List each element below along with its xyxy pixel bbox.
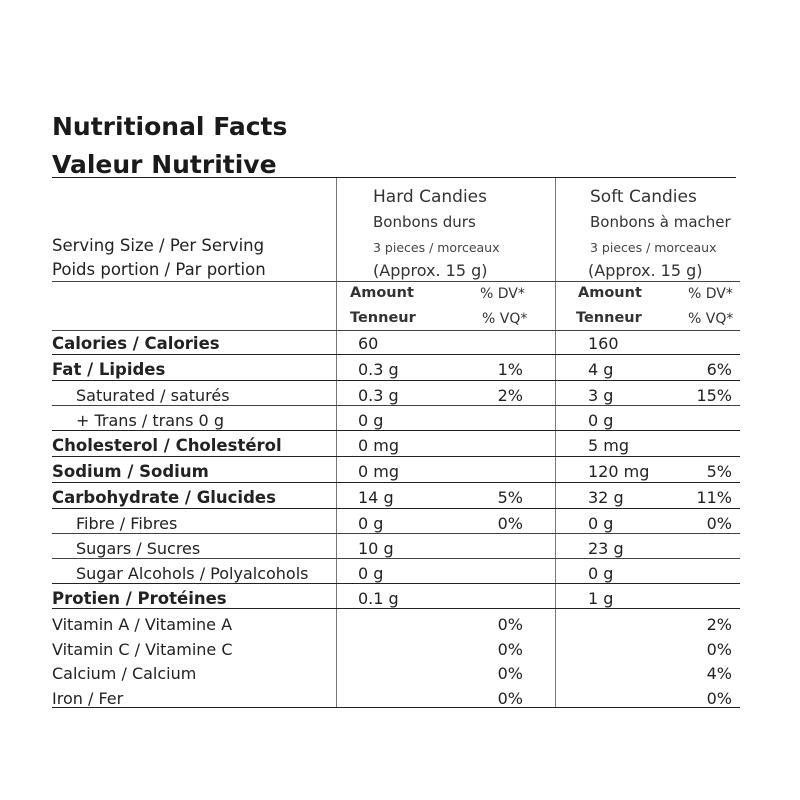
col2-dv-label: % DV* [688,286,733,302]
col1-dv-label-fr: % VQ* [482,311,528,327]
col1-amount: 0 g [358,564,384,583]
table-row [0,514,800,538]
col1-dv: 0% [497,689,523,708]
col2-amount: 3 g [588,386,614,405]
col2-dv: 11% [696,488,732,507]
row-label-sodium: Sodium / Sodium [52,462,209,481]
col1-name: Hard Candies [373,187,487,207]
row-label-saturated: Saturated / saturés [76,386,230,405]
col1-dv: 2% [497,386,523,405]
col2-name: Soft Candies [590,187,697,207]
col1-approx: (Approx. 15 g) [373,261,488,280]
col2-amount: 160 [588,334,619,353]
col1-dv: 1% [497,360,523,379]
col2-amount: 32 g [588,488,624,507]
col2-amount: 23 g [588,539,624,558]
row-separator [52,707,740,708]
row-label-sugars: Sugars / Sucres [76,539,201,558]
col1-dv: 0% [497,514,523,533]
row-label-sugar-alcohols: Sugar Alcohols / Polyalcohols [76,564,309,583]
col1-dv: 0% [497,615,523,634]
table-row [0,615,800,639]
table-row [0,539,800,563]
row-label-cholesterol: Cholesterol / Cholestérol [52,436,282,455]
col1-dv-label: % DV* [480,286,525,302]
col1-amount: 0.1 g [358,589,399,608]
col2-approx: (Approx. 15 g) [588,261,703,280]
row-label-vitamin-a: Vitamin A / Vitamine A [52,615,233,634]
row-label-protien: Protien / Protéines [52,589,227,608]
title-english: Nutritional Facts [52,112,288,141]
col2-amount: 0 g [588,514,614,533]
col2-pieces: 3 pieces / morceaux [590,240,717,255]
col1-amount: 0.3 g [358,386,399,405]
col1-dv: 0% [497,664,523,683]
row-label-fibre: Fibre / Fibres [76,514,178,533]
row-label-calories: Calories / Calories [52,334,220,353]
table-row [0,640,800,664]
col2-dv: 15% [696,386,732,405]
row-separator [52,456,740,457]
title-french: Valeur Nutritive [52,150,277,179]
row-separator [52,533,740,534]
col1-amount: 60 [358,334,379,353]
row-label-calcium: Calcium / Calcium [52,664,197,683]
serving-label: Serving Size / Per Serving [52,236,265,255]
row-label-carbohydrate: Carbohydrate / Glucides [52,488,276,507]
row-separator [52,482,740,483]
row-separator [52,354,740,355]
table-row [0,564,800,588]
col2-dv: 6% [706,360,732,379]
row-label-vitamin-c: Vitamin C / Vitamine C [52,640,233,659]
table-row [0,386,800,410]
col2-amount: 0 g [588,411,614,430]
col1-dv: 0% [497,640,523,659]
col2-amount-label: Amount [578,285,642,301]
col2-amount: 1 g [588,589,614,608]
col1-pieces: 3 pieces / morceaux [373,240,500,255]
col2-amount: 0 g [588,564,614,583]
col2-dv: 0% [706,640,732,659]
row-separator [52,380,740,381]
col2-amount: 5 mg [588,436,630,455]
row-label-iron: Iron / Fer [52,689,124,708]
table-row [0,589,800,613]
col2-dv: 0% [706,514,732,533]
col1-amount: 10 g [358,539,394,558]
row-separator [52,558,740,559]
col1-amount: 0.3 g [358,360,399,379]
row-separator [52,608,740,609]
col1-dv: 5% [497,488,523,507]
row-separator [52,583,740,584]
row-separator [52,430,740,431]
col1-amount: 0 g [358,411,384,430]
col2-amount: 120 mg [588,462,650,481]
serving-label-fr: Poids portion / Par portion [52,260,266,279]
table-row [0,664,800,688]
row-label-fat: Fat / Lipides [52,360,166,379]
col1-amount-label-fr: Tenneur [350,310,416,326]
col2-amount-label-fr: Tenneur [576,310,642,326]
col1-amount: 0 mg [358,462,400,481]
col1-amount: 0 g [358,514,384,533]
col2-dv: 2% [706,615,732,634]
table-row [0,689,800,713]
row-separator [52,508,740,509]
table-row [0,411,800,435]
col1-amount: 0 mg [358,436,400,455]
col2-name-fr: Bonbons à macher [590,213,731,231]
col1-amount: 14 g [358,488,394,507]
col1-amount-label: Amount [350,285,414,301]
col1-name-fr: Bonbons durs [373,213,476,231]
row-label--trans: + Trans / trans 0 g [76,411,224,430]
col2-dv-label-fr: % VQ* [688,311,734,327]
col2-dv: 0% [706,689,732,708]
col2-dv: 4% [706,664,732,683]
col2-dv: 5% [706,462,732,481]
row-separator [52,405,740,406]
col2-amount: 4 g [588,360,614,379]
